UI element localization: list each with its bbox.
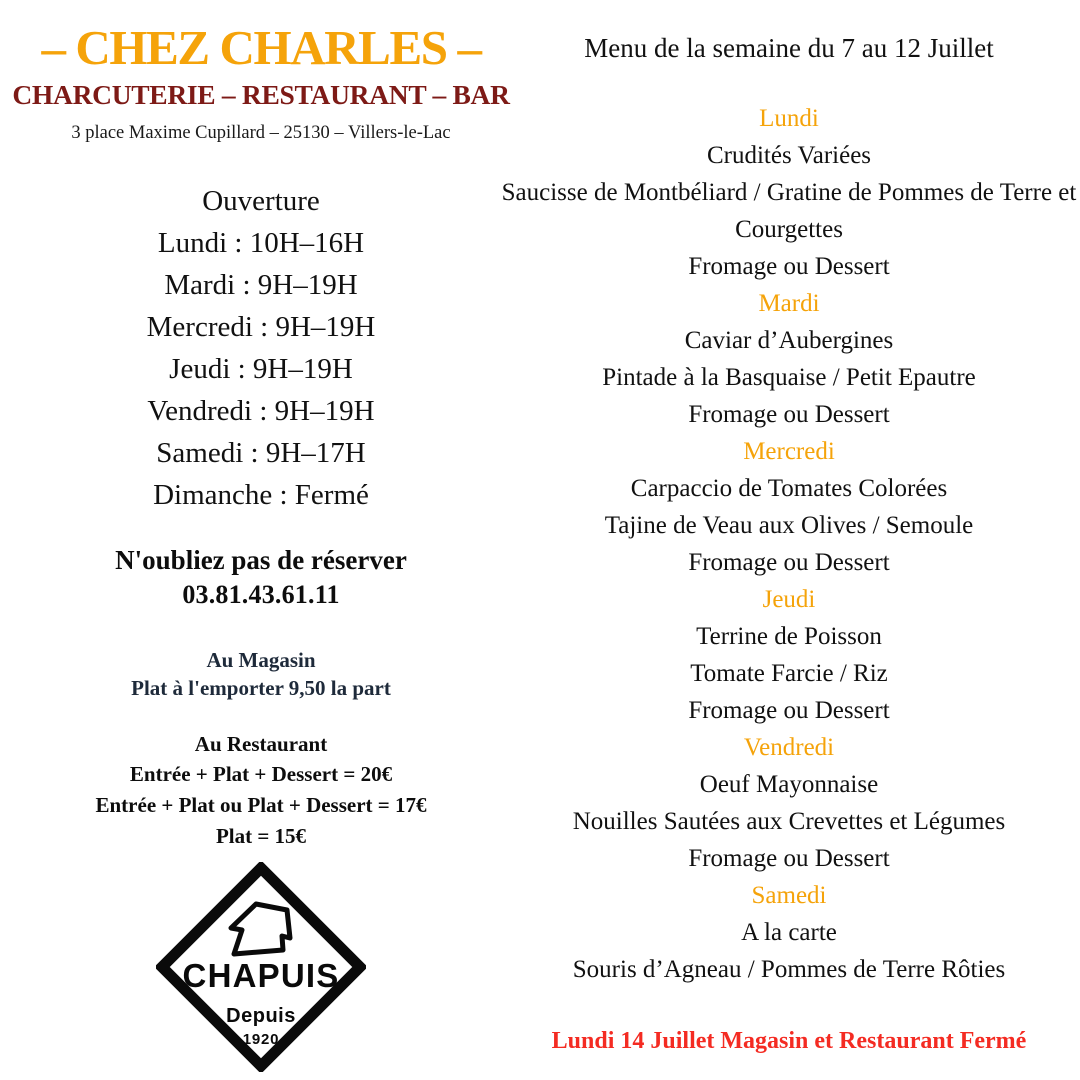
menu-day-mardi — [498, 285, 1080, 433]
dish-main: Tomate Farcie / Riz — [690, 660, 888, 687]
hours-row-mercredi: Mercredi : 9H–19H — [146, 311, 376, 343]
dish-dessert: Fromage ou Dessert — [688, 253, 890, 280]
closure-notice: Lundi 14 Juillet Magasin et Restaurant Fermé — [551, 1028, 1027, 1054]
chalet-icon — [231, 904, 290, 954]
dish-starter: Caviar d’Aubergines — [684, 327, 894, 354]
day-heading-mercredi: Mercredi — [743, 438, 835, 465]
hours-row-lundi: Lundi : 10H–16H — [157, 227, 365, 259]
reservation-block — [0, 543, 522, 613]
dish-main: Souris d’Agneau / Pommes de Terre Rôties — [572, 956, 1006, 983]
dish-starter: Crudités Variées — [706, 142, 872, 169]
hours-row-jeudi: Jeudi : 9H–19H — [169, 353, 353, 385]
reservation-title: N'oubliez pas de réserver — [115, 545, 407, 575]
dish-dessert: Fromage ou Dessert — [688, 845, 890, 872]
dish-main: Pintade à la Basquaise / Petit Epautre — [602, 364, 976, 391]
brand-title: – CHEZ CHARLES – — [41, 20, 481, 75]
brand-subtitle: CHARCUTERIE – RESTAURANT – BAR — [12, 79, 510, 111]
dish-starter: Terrine de Poisson — [696, 623, 882, 650]
day-heading-vendredi: Vendredi — [743, 734, 835, 761]
dish-starter: Carpaccio de Tomates Colorées — [630, 475, 948, 502]
restaurant-price-title: Au Restaurant — [194, 732, 328, 756]
takeaway-price-block — [0, 646, 522, 702]
dish-dessert: Fromage ou Dessert — [688, 697, 890, 724]
dish-main-line2: Courgettes — [735, 216, 843, 243]
info-column — [0, 0, 522, 1080]
restaurant-price-two-course: Entrée + Plat ou Plat + Dessert = 17€ — [95, 793, 427, 817]
menu-day-jeudi — [498, 581, 1080, 729]
logo-name: CHAPUIS — [182, 957, 340, 994]
restaurant-price-full: Entrée + Plat + Dessert = 20€ — [129, 762, 393, 786]
dish-starter: Oeuf Mayonnaise — [699, 771, 879, 798]
menu-day-lundi — [498, 100, 1080, 285]
menu-day-mercredi — [498, 433, 1080, 581]
logo-since-year: 1920 — [242, 1031, 280, 1048]
opening-hours-list — [0, 180, 522, 516]
chapuis-logo — [156, 862, 366, 1072]
hours-row-samedi: Samedi : 9H–17H — [156, 437, 366, 469]
day-heading-lundi: Lundi — [759, 105, 819, 132]
restaurant-price-main-only: Plat = 15€ — [215, 824, 307, 848]
menu-day-samedi — [498, 877, 1080, 988]
dish-main: Tajine de Veau aux Olives / Semoule — [604, 512, 974, 539]
takeaway-title: Au Magasin — [206, 648, 316, 672]
day-heading-jeudi: Jeudi — [762, 586, 816, 613]
dish-starter: A la carte — [741, 919, 837, 946]
day-heading-mardi: Mardi — [758, 290, 820, 317]
menu-day-vendredi — [498, 729, 1080, 877]
dish-dessert: Fromage ou Dessert — [688, 549, 890, 576]
hours-row-vendredi: Vendredi : 9H–19H — [147, 395, 375, 427]
menu-days-list — [498, 100, 1080, 988]
dish-dessert: Fromage ou Dessert — [688, 401, 890, 428]
hours-row-mardi: Mardi : 9H–19H — [164, 269, 358, 301]
hours-row-dimanche: Dimanche : Fermé — [153, 479, 369, 511]
takeaway-price-line: Plat à l'emporter 9,50 la part — [131, 676, 391, 700]
brand-address: 3 place Maxime Cupillard – 25130 – Villers-le-Lac — [71, 122, 451, 143]
reservation-phone-number[interactable]: 03.81.43.61.11 — [182, 580, 340, 609]
weekly-menu-column — [498, 0, 1080, 1080]
menu-week-header: Menu de la semaine du 7 au 12 Juillet — [584, 33, 994, 63]
opening-hours-title: Ouverture — [202, 185, 320, 217]
chapuis-logo-svg — [156, 862, 366, 1072]
dish-main: Nouilles Sautées aux Crevettes et Légumes — [572, 808, 1006, 835]
dish-main-line1: Saucisse de Montbéliard / Gratine de Pommes de Terre et — [501, 179, 1077, 206]
restaurant-price-block — [0, 729, 522, 852]
day-heading-samedi: Samedi — [751, 882, 827, 909]
logo-since-label: Depuis — [226, 1005, 296, 1027]
